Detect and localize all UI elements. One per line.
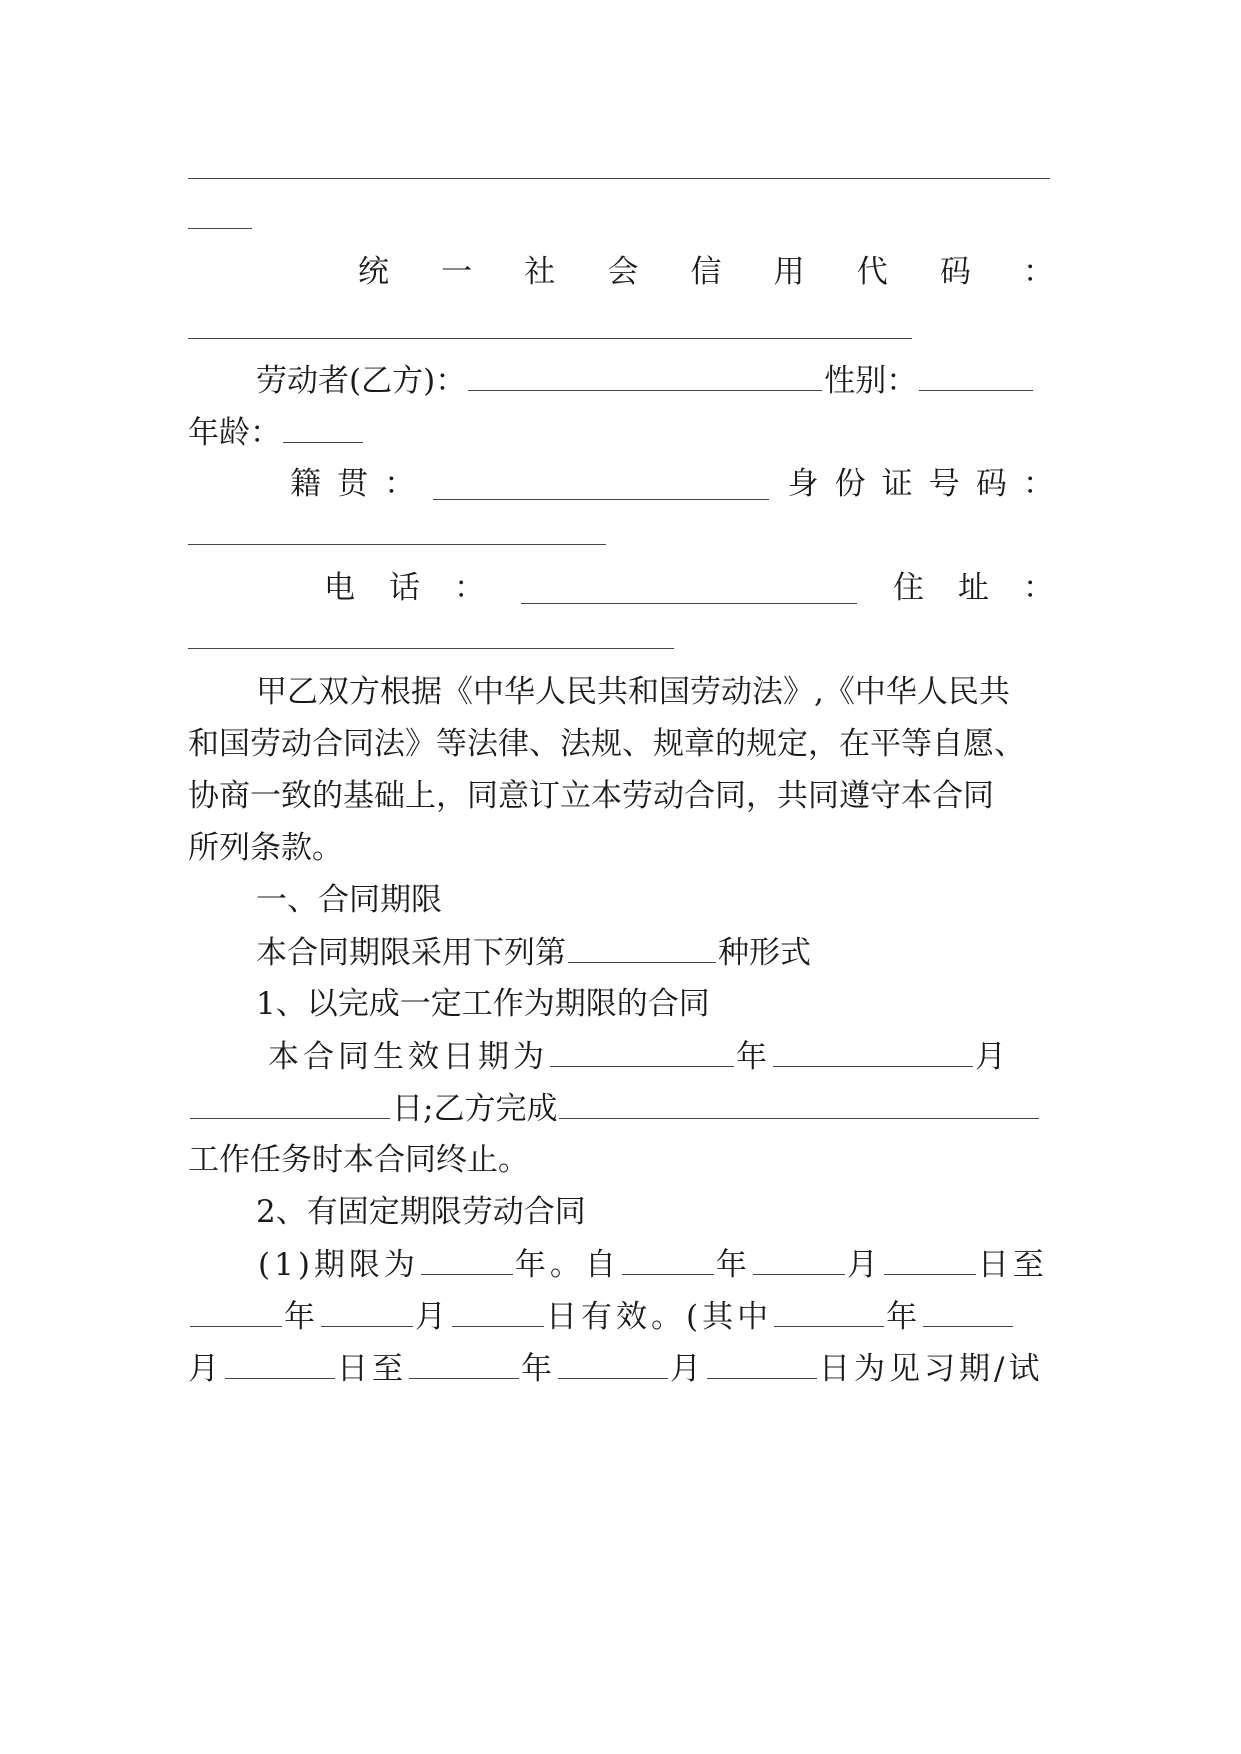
year-from-label: 年。自	[514, 1247, 620, 1283]
day-complete-label: 日;乙方完成	[392, 1091, 558, 1127]
effective-date-label: 本合同生效日期为	[268, 1039, 548, 1075]
form-choice-row	[188, 932, 1054, 973]
native-place-field[interactable]	[433, 469, 769, 500]
item1-task-row	[188, 1088, 1054, 1129]
probation-from-month-field[interactable]	[923, 1296, 1013, 1327]
intro-line: 所列条款。	[188, 830, 343, 866]
form-choice-field[interactable]	[568, 932, 716, 963]
probation-to-day-field[interactable]	[707, 1348, 817, 1379]
char: 籍	[290, 466, 321, 502]
start-month-field[interactable]	[773, 1036, 973, 1067]
month-label: 月	[670, 1351, 705, 1387]
gender-field[interactable]	[919, 360, 1033, 391]
char: 码	[975, 466, 1007, 502]
intro-line: 和国劳动合同法》等法律、法规、规章的规定，在平等自愿、	[188, 726, 1025, 762]
char: ：	[454, 570, 485, 606]
item1-title: 1、以完成一定工作为期限的合同	[256, 986, 710, 1022]
to-year-field[interactable]	[190, 1296, 282, 1327]
year-label: 年	[715, 1247, 751, 1283]
char: 证	[881, 466, 913, 502]
gender-label: 性别：	[824, 363, 918, 399]
form-suffix: 种形式	[718, 935, 811, 971]
year-label: 年	[521, 1351, 556, 1387]
item2-term-row	[188, 1244, 1054, 1285]
intro-line: 甲乙双方根据《中华人民共和国劳动法》,《中华人民共	[256, 674, 1010, 710]
year-label: 年	[886, 1299, 922, 1335]
start-day-field[interactable]	[190, 1088, 390, 1119]
age-label: 年龄：	[188, 415, 281, 451]
char: 号	[928, 466, 960, 502]
from-year-field[interactable]	[622, 1244, 714, 1275]
char: 份	[834, 466, 866, 502]
month-label: 月	[975, 1039, 1010, 1075]
from-month-field[interactable]	[753, 1244, 845, 1275]
worker-label: 劳动者(乙方)：	[256, 363, 467, 399]
char: 会	[607, 254, 639, 290]
from-day-field[interactable]	[884, 1244, 976, 1275]
section-title: 一、合同期限	[256, 882, 442, 918]
blank-line[interactable]	[188, 178, 1050, 179]
worker-name-field[interactable]	[468, 360, 822, 391]
item1-date-row	[188, 1036, 1054, 1077]
native-id-row	[188, 464, 1054, 504]
valid-label: 日有效。(其中	[546, 1299, 773, 1335]
to-day-field[interactable]	[452, 1296, 544, 1327]
char: 信	[690, 254, 722, 290]
year-label: 年	[736, 1039, 771, 1075]
char: 住	[893, 570, 924, 606]
age-field[interactable]	[283, 412, 363, 443]
probation-to-year-field[interactable]	[409, 1348, 519, 1379]
char: 社	[524, 254, 556, 290]
blank-line[interactable]	[188, 228, 252, 229]
char: 统	[358, 254, 389, 290]
term-label: (1)期限为	[258, 1247, 419, 1283]
char: 址	[958, 570, 989, 606]
char: 代	[856, 254, 888, 290]
day-to-label: 日至	[977, 1247, 1048, 1283]
month-label: 月	[415, 1299, 450, 1335]
age-row	[188, 412, 1054, 453]
worker-row	[188, 360, 1054, 401]
char: 一	[441, 254, 473, 290]
intro-line: 协商一致的基础上，同意订立本劳动合同，共同遵守本合同	[188, 778, 994, 814]
char: 贯	[337, 466, 369, 502]
to-month-field[interactable]	[321, 1296, 413, 1327]
year-label: 年	[284, 1299, 319, 1335]
task-field[interactable]	[559, 1088, 1039, 1119]
phone-address-row	[188, 568, 1054, 608]
char: 码	[939, 254, 971, 290]
credit-code-field[interactable]	[188, 338, 912, 339]
credit-code-label	[188, 252, 1054, 292]
item2-valid-row	[188, 1296, 1054, 1337]
char: 话	[389, 570, 420, 606]
item2-title: 2、有固定期限劳动合同	[256, 1194, 586, 1230]
start-year-field[interactable]	[550, 1036, 734, 1067]
address-field[interactable]	[188, 648, 674, 649]
month-label: 月	[188, 1351, 223, 1387]
char: 用	[773, 254, 805, 290]
char: 电	[324, 570, 355, 606]
char: ：	[384, 466, 416, 502]
probation-label: 日为见习期/试	[819, 1351, 1044, 1387]
term-years-field[interactable]	[421, 1244, 513, 1275]
probation-from-day-field[interactable]	[225, 1348, 335, 1379]
probation-from-year-field[interactable]	[774, 1296, 884, 1327]
char: 身	[787, 466, 819, 502]
item1-end-line: 工作任务时本合同终止。	[188, 1142, 529, 1178]
probation-to-month-field[interactable]	[558, 1348, 668, 1379]
phone-field[interactable]	[521, 573, 857, 604]
form-prefix: 本合同期限采用下列第	[256, 935, 566, 971]
id-number-field[interactable]	[188, 544, 606, 545]
item2-probation-row	[188, 1348, 1054, 1389]
char: ：	[1022, 466, 1054, 502]
month-label: 月	[846, 1247, 882, 1283]
char: ：	[1023, 570, 1054, 606]
day-to-label: 日至	[337, 1351, 407, 1387]
char: ：	[1023, 254, 1054, 290]
